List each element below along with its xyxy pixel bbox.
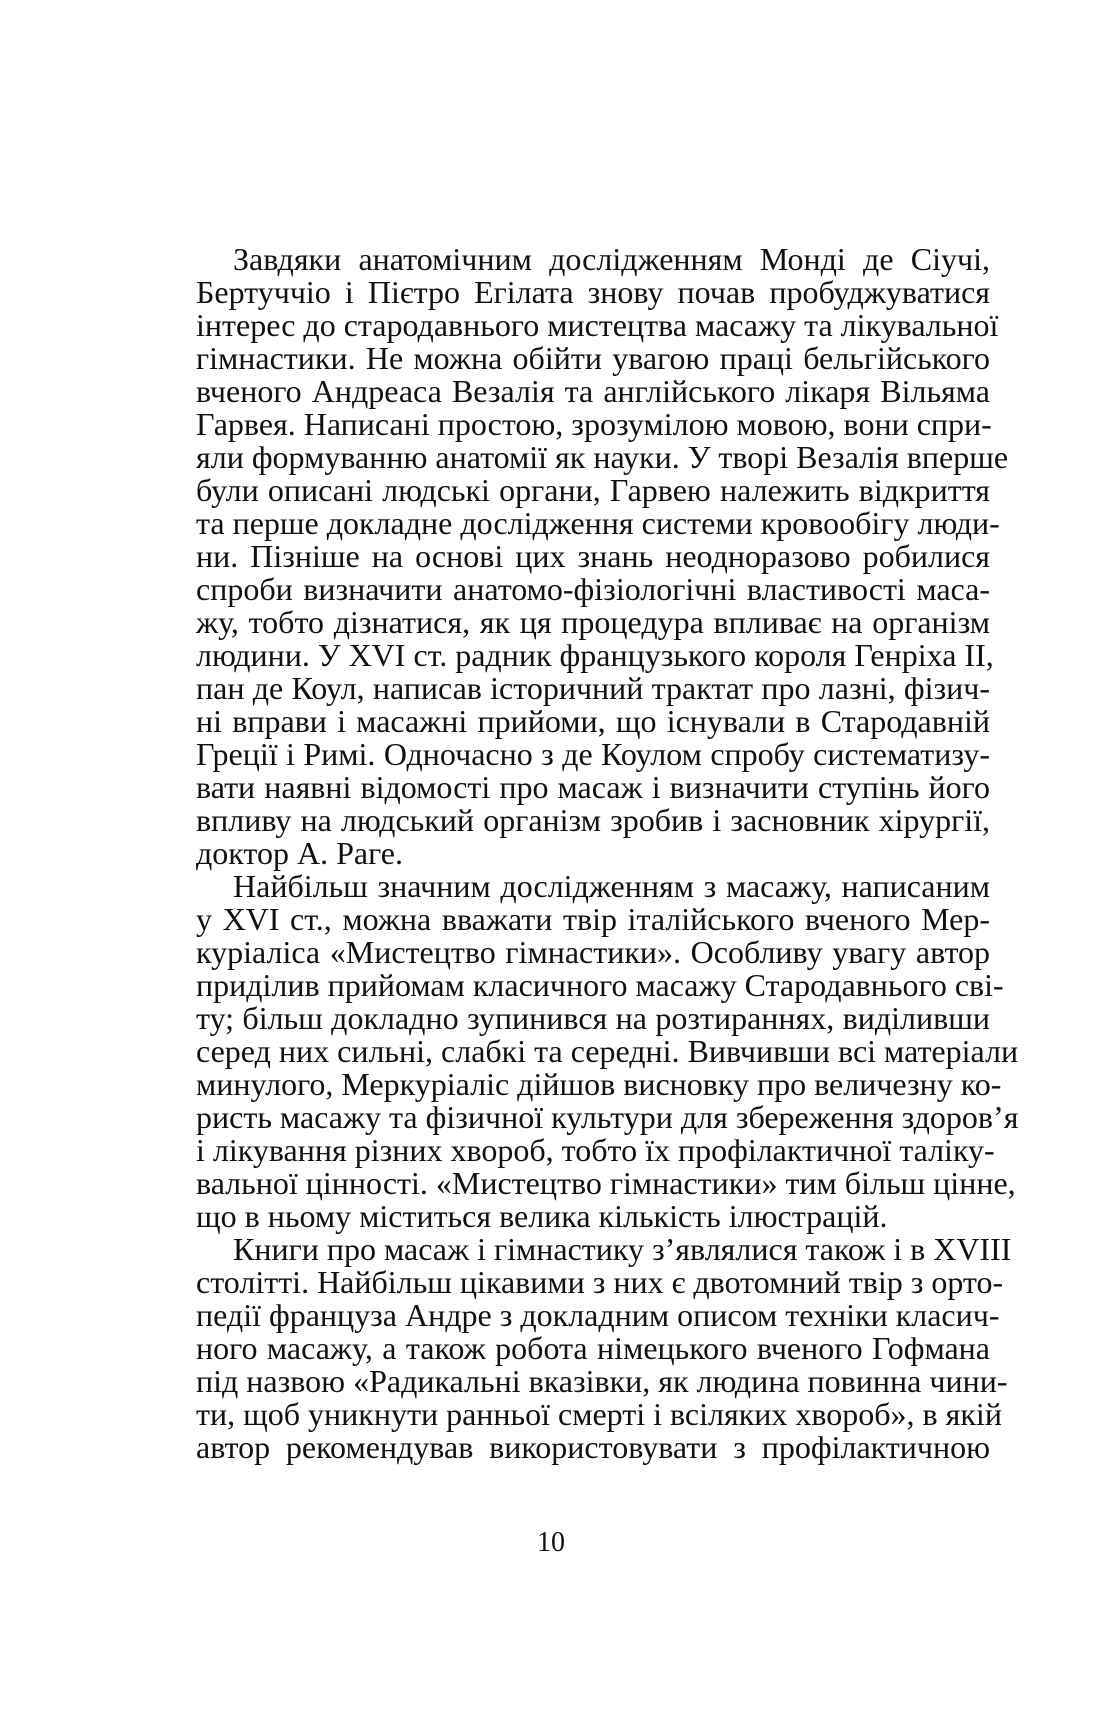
text-line: минулого, Меркуріаліс дійшов висновку про величезну ко-	[196, 1066, 1002, 1102]
text-line: приділив прийомам класичного масажу Стародавнього сві-	[196, 967, 1004, 1003]
text-line: Найбільш значним дослідженням з масажу, написаним	[233, 868, 990, 904]
text-line: ту; більш докладно зупинився на розтираннях, виділивши	[196, 1000, 990, 1036]
text-line: вальної цінності. «Мистецтво гімнастики» тим більш цінне,	[196, 1165, 1016, 1201]
text-line: вати наявні відомості про масаж і визначити ступінь його	[196, 769, 990, 805]
text-line: доктор А. Раге.	[196, 835, 403, 871]
text-line: Греції і Римі. Одночасно з де Коулом спробу систематизу-	[196, 736, 990, 772]
text-line: гімнастики. Не можна обійти увагою праці бельгійського	[196, 340, 990, 376]
text-line: ного масажу, а також робота німецького вченого Гофмана	[196, 1330, 990, 1366]
text-line: що в ньому міститься велика кількість ілюстрацій.	[196, 1198, 888, 1234]
text-line: у XVI ст., можна вважати твір італійського вченого Мер-	[196, 901, 990, 937]
text-line: ни. Пізніше на основі цих знань неодноразово робилися	[196, 538, 990, 574]
text-line: інтерес до стародавнього мистецтва масажу та лікувальної	[196, 307, 999, 343]
text-line: та перше докладне дослідження системи кровообігу люди-	[196, 505, 1000, 541]
text-line: ні вправи і масажні прийоми, що існували в Стародавній	[196, 703, 990, 739]
text-line: Книги про масаж і гімнастику з’являлися також і в XVIII	[233, 1231, 1012, 1267]
text-line: ти, щоб уникнути ранньої смерті і всіляких хвороб», в якій	[196, 1396, 1002, 1432]
text-line: ристь масажу та фізичної культури для збереження здоров’я	[196, 1099, 1019, 1135]
body-text	[196, 241, 1019, 1465]
text-line: автор рекомендував використовувати з профілактичною	[196, 1429, 990, 1465]
text-line: Завдяки анатомічним дослідженням Монді де Сіучі,	[233, 241, 990, 277]
text-line: вченого Андреаса Везалія та англійського лікаря Вільяма	[196, 373, 990, 409]
text-line: яли формуванню анатомії як науки. У творі Везалія вперше	[196, 439, 1009, 475]
text-line: пан де Коул, написав історичний трактат про лазні, фізич-	[196, 670, 990, 706]
text-line: столітті. Найбільш цікавими з них є двотомний твір з орто-	[196, 1264, 1004, 1300]
text-line: педії француза Андре з докладним описом техніки класич-	[196, 1297, 1000, 1333]
text-line: і лікування різних хвороб, тобто їх профілактичної таліку-	[196, 1132, 995, 1168]
text-line: серед них сильні, слабкі та середні. Вивчивши всі матеріали	[196, 1033, 1019, 1069]
text-line: куріаліса «Мистецтво гімнастики». Особливу увагу автор	[196, 934, 990, 970]
page-number: 10	[537, 1527, 565, 1558]
text-line: спроби визначити анатомо-фізіологічні властивості маса-	[196, 571, 990, 607]
text-line: були описані людські органи, Гарвею належить відкриття	[196, 472, 990, 508]
text-line: Бертуччіо і Пієтро Егілата знову почав пробуджуватися	[196, 274, 990, 310]
text-line: впливу на людський організм зробив і засновник хірургії,	[196, 802, 990, 838]
text-line: жу, тобто дізнатися, як ця процедура впливає на організм	[196, 604, 990, 640]
text-line: під назвою «Радикальні вказівки, як людина повинна чини-	[196, 1363, 1008, 1399]
text-line: людини. У XVI ст. радник французького короля Генріха II,	[196, 637, 994, 673]
text-line: Гарвея. Написані простою, зрозумілою мовою, вони спри-	[196, 406, 992, 442]
